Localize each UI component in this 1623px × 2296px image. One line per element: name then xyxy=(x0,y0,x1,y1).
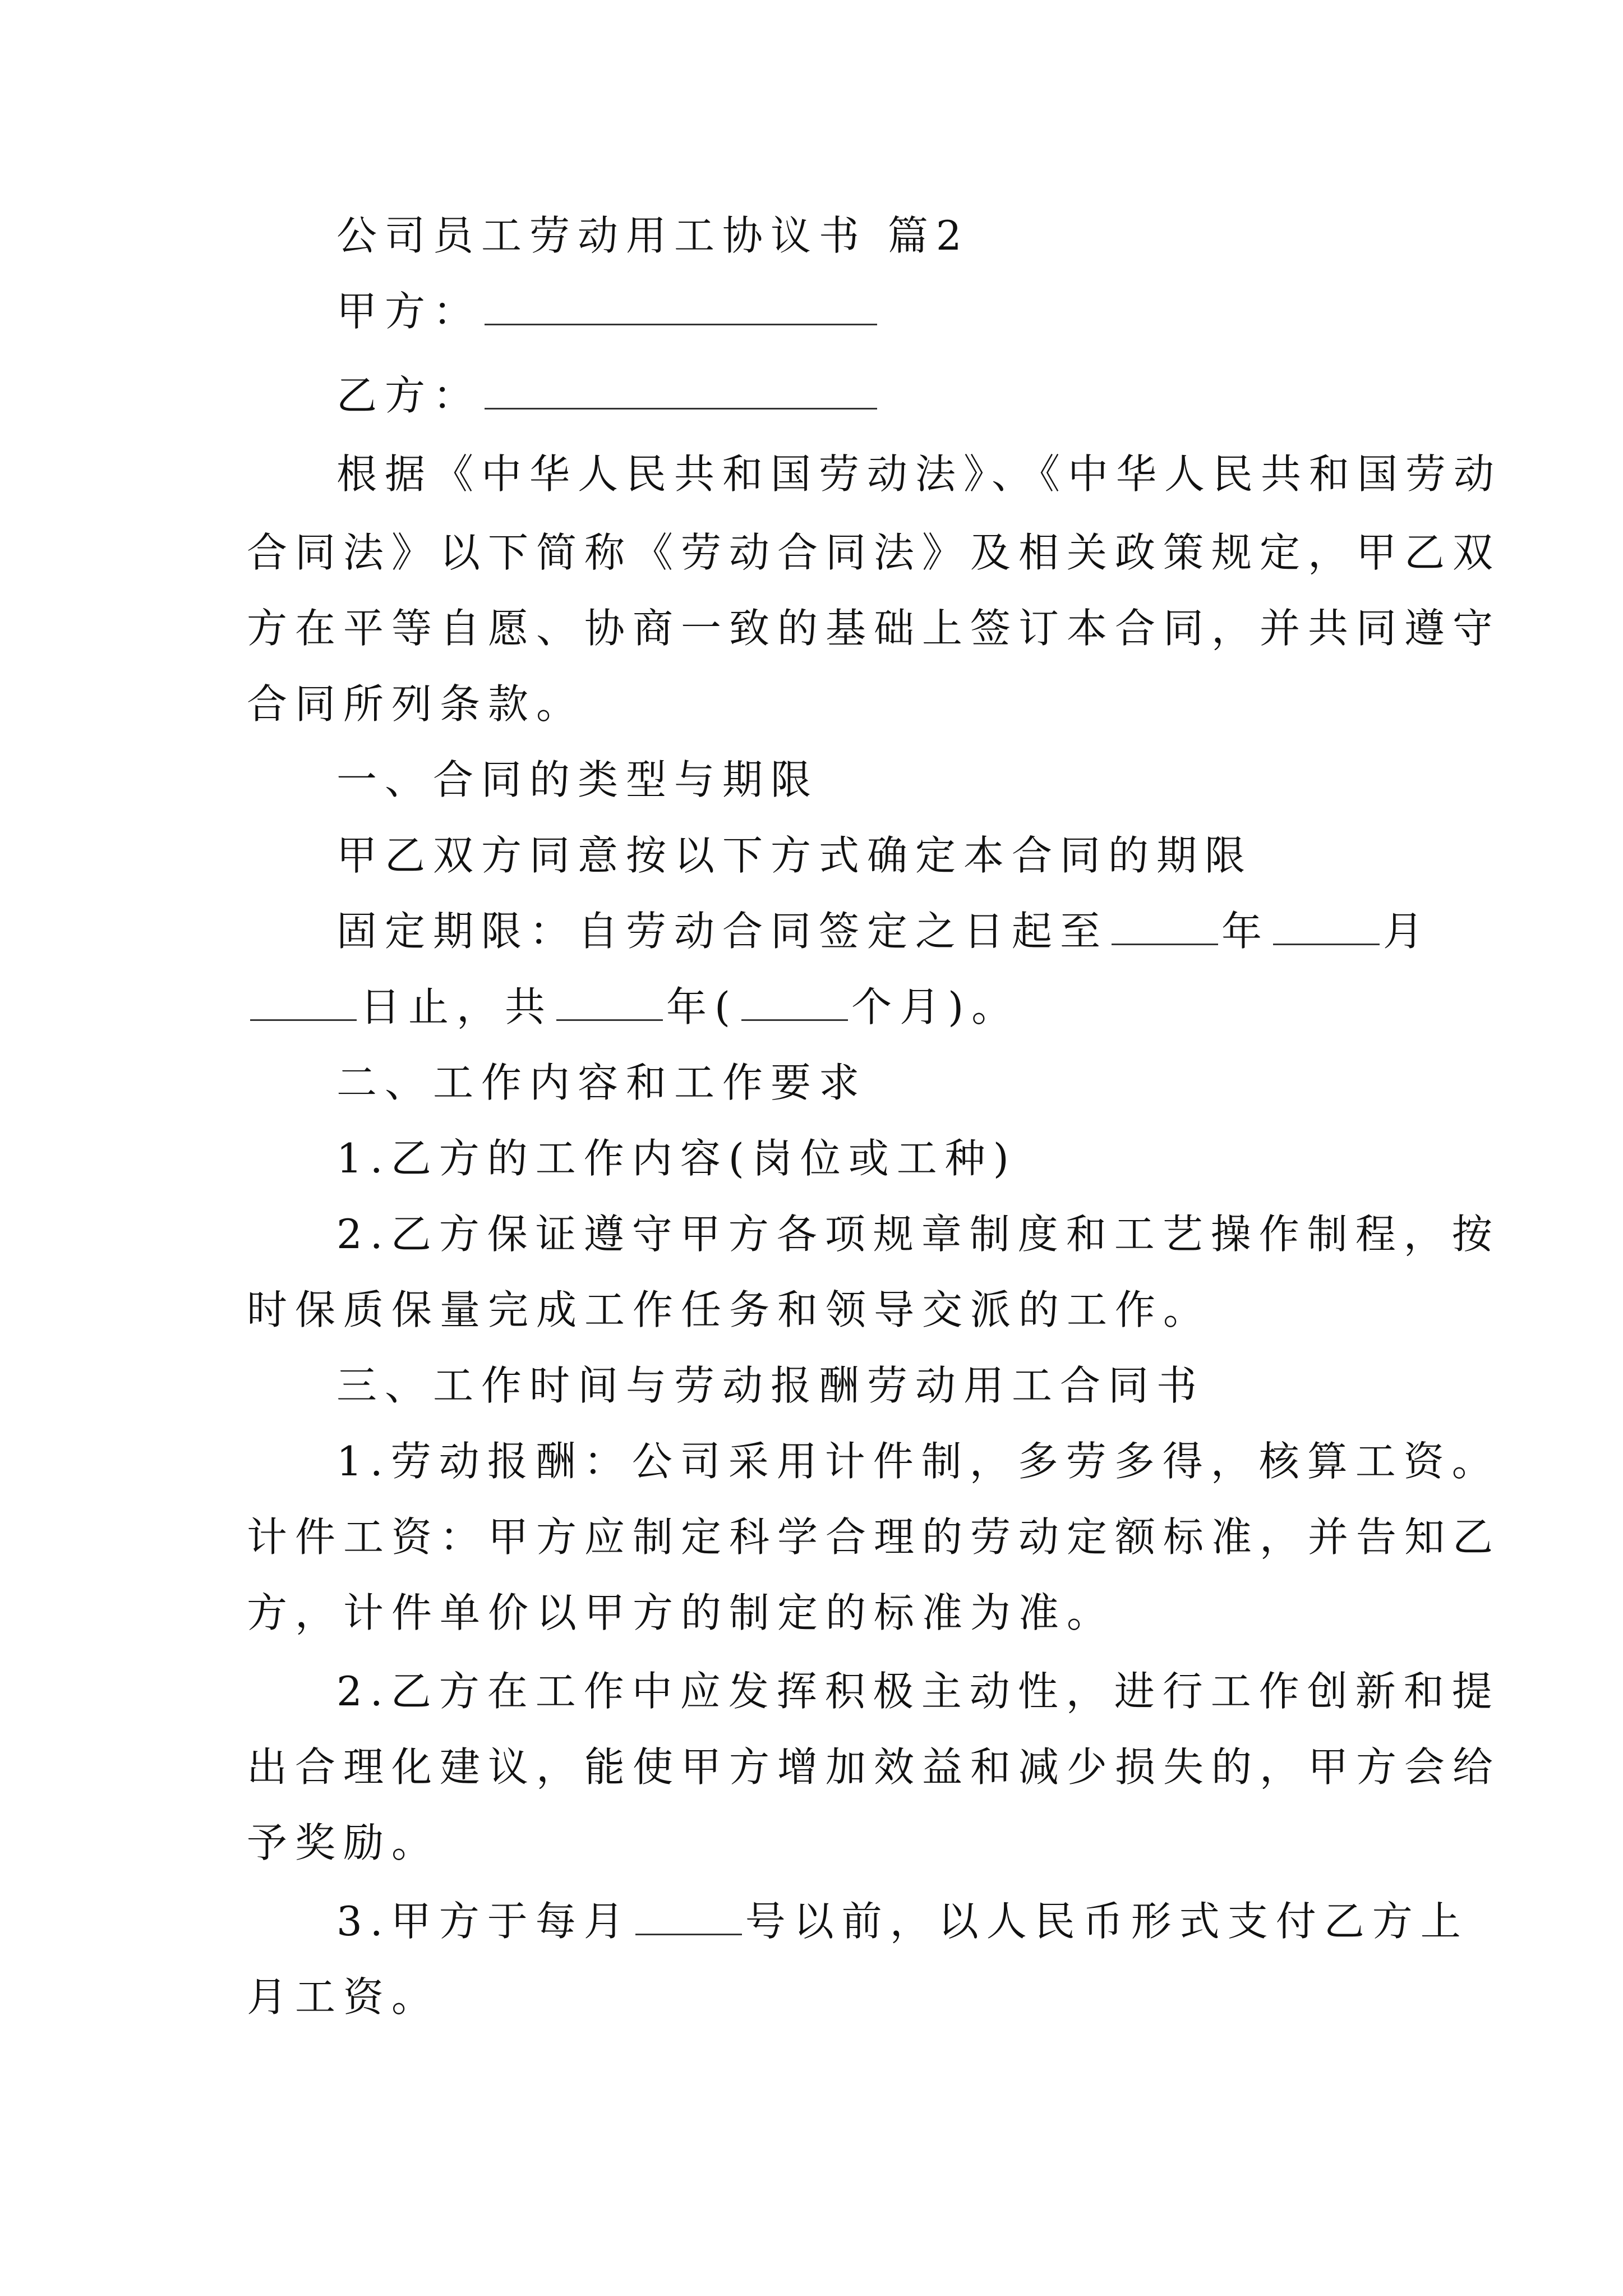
party-a-line xyxy=(336,286,880,337)
year-open-label: 年( xyxy=(666,983,739,1030)
section3-heading: 三、工作时间与劳动报酬劳动用工合同书 xyxy=(336,1362,1205,1409)
section3-item1-line1: 1.劳动报酬：公司采用计件制，多劳多得，核算工资。 xyxy=(336,1438,1500,1485)
fixed-term-line xyxy=(336,906,1431,956)
months-close-label: 个月)。 xyxy=(851,983,1020,1030)
section3-item2-line3: 予奖励。 xyxy=(247,1819,440,1866)
total-months-blank[interactable] xyxy=(741,986,848,1021)
document-title: 公司员工劳动用工协议书 篇2 xyxy=(336,212,970,259)
party-a-blank[interactable] xyxy=(485,290,877,325)
fixed-term-line-2 xyxy=(247,982,1020,1032)
party-b-blank[interactable] xyxy=(485,374,877,409)
party-a-label: 甲方： xyxy=(336,288,482,335)
section1-line1: 甲乙双方同意按以下方式确定本合同的期限 xyxy=(336,832,1253,879)
section2-item2-line1: 2.乙方保证遵守甲方各项规章制度和工艺操作制程，按 xyxy=(336,1211,1500,1258)
section3-item3-line1 xyxy=(336,1896,1469,1947)
end-day-blank[interactable] xyxy=(250,986,357,1021)
section2-heading: 二、工作内容和工作要求 xyxy=(336,1059,868,1106)
pay-day-blank[interactable] xyxy=(635,1900,742,1935)
year-label: 年 xyxy=(1221,908,1270,955)
item3-prefix: 3.甲方于每月 xyxy=(336,1898,632,1945)
end-month-blank[interactable] xyxy=(1273,910,1380,945)
section3-item2-line1: 2.乙方在工作中应发挥积极主动性，进行工作创新和提 xyxy=(336,1668,1500,1715)
fixed-term-prefix: 固定期限：自劳动合同签定之日起至 xyxy=(336,908,1109,955)
end-year-blank[interactable] xyxy=(1112,910,1218,945)
section3-item1-line3: 方，计件单价以甲方的制定的标准为准。 xyxy=(247,1589,1115,1636)
item3-suffix: 号以前，以人民币形式支付乙方上 xyxy=(745,1898,1469,1945)
day-until-label: 日止，共 xyxy=(360,983,554,1030)
intro-line-4: 合同所列条款。 xyxy=(247,680,585,728)
section3-item2-line2: 出合理化建议，能使甲方增加效益和减少损失的，甲方会给 xyxy=(247,1743,1501,1791)
total-years-blank[interactable] xyxy=(556,986,663,1021)
section2-item1: 1.乙方的工作内容(岗位或工种) xyxy=(336,1135,1017,1182)
party-b-line xyxy=(336,370,880,421)
section3-item3-line2: 月工资。 xyxy=(247,1973,440,2021)
section1-heading: 一、合同的类型与期限 xyxy=(336,756,819,803)
party-b-label: 乙方： xyxy=(336,372,482,419)
section2-item2-line2: 时保质保量完成工作任务和领导交派的工作。 xyxy=(247,1286,1212,1333)
intro-line-1: 根据《中华人民共和国劳动法》、《中华人民共和国劳动 xyxy=(336,450,1502,498)
month-label: 月 xyxy=(1383,908,1432,955)
section3-item1-line2: 计件工资：甲方应制定科学合理的劳动定额标准，并告知乙 xyxy=(247,1513,1501,1561)
intro-line-2: 合同法》以下简称《劳动合同法》及相关政策规定，甲乙双 xyxy=(247,529,1501,576)
intro-line-3: 方在平等自愿、协商一致的基础上签订本合同，并共同遵守 xyxy=(247,605,1501,652)
